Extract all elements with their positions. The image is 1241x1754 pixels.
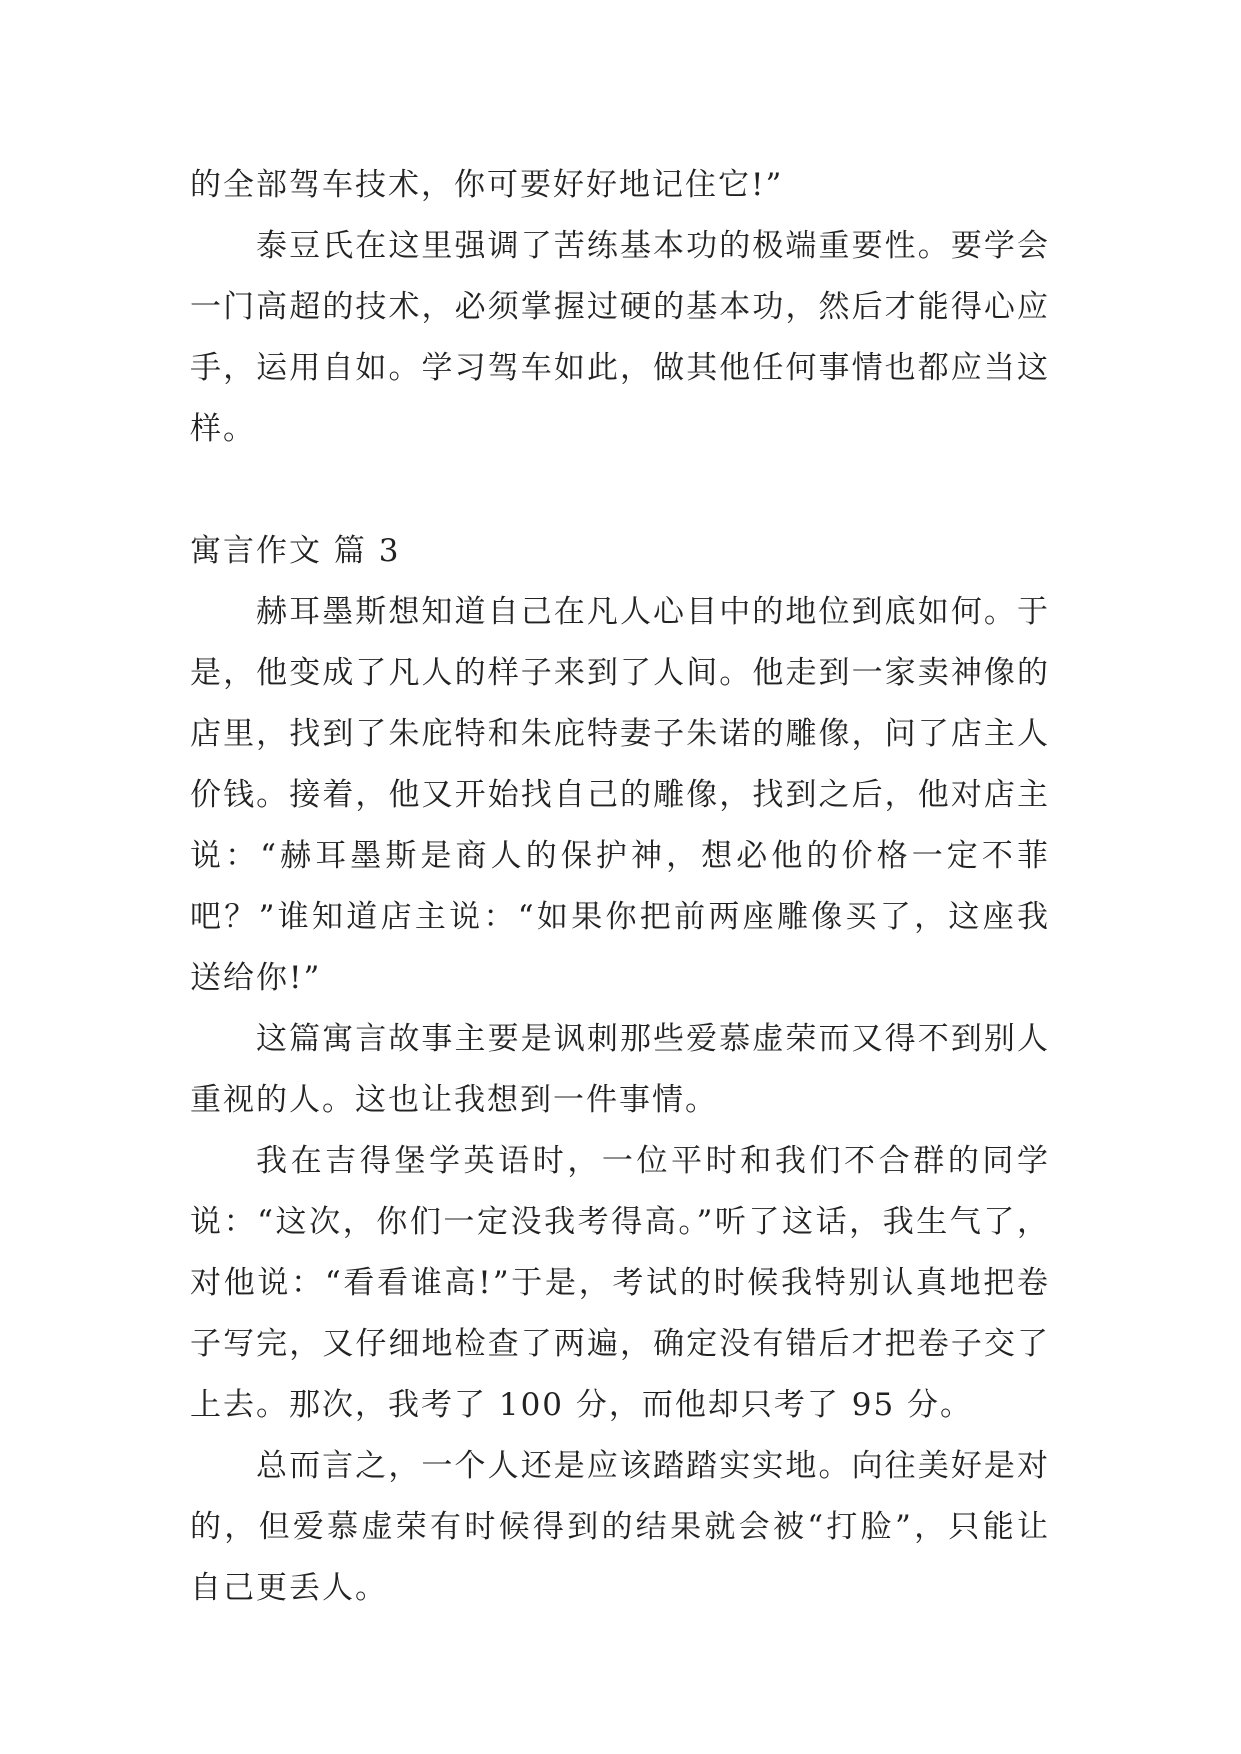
body-paragraph: 这篇寓言故事主要是讽刺那些爱慕虚荣而又得不到别人重视的人。这也让我想到一件事情。: [190, 1021, 1050, 1118]
section-heading: 寓言作文 篇 3: [190, 533, 401, 569]
body-paragraph: 赫耳墨斯想知道自己在凡人心目中的地位到底如何。于是，他变成了凡人的样子来到了人间。他走到一家卖神像的店里，找到了朱庇特和朱庇特妻子朱诺的雕像，问了店主人价钱。接着，他又开始找自己的雕像，找到之后，他对店主说：“赫耳墨斯是商人的保护神，想必他的价格一定不菲吧？”谁知道店主说：“如果你把前两座雕像买了，这座我送给你!”: [190, 594, 1050, 996]
body-paragraph: 泰豆氏在这里强调了苦练基本功的极端重要性。要学会一门高超的技术，必须掌握过硬的基本功，然后才能得心应手，运用自如。学习驾车如此，做其他任何事情也都应当这样。: [190, 228, 1050, 447]
body-paragraph: 我在吉得堡学英语时，一位平时和我们不合群的同学说：“这次，你们一定没我考得高。”听了这话，我生气了，对他说：“看看谁高!”于是，考试的时候我特别认真地把卷子写完，又仔细地检查了两遍，确定没有错后才把卷子交了上去。那次，我考了 100 分，而他却只考了 95 分。: [190, 1143, 1050, 1423]
body-paragraph: 总而言之，一个人还是应该踏踏实实地。向往美好是对的，但爱慕虚荣有时候得到的结果就会被“打脸”，只能让自己更丢人。: [190, 1448, 1050, 1606]
continuation-paragraph: 的全部驾车技术，你可要好好地记住它!”: [190, 167, 784, 203]
document-page: [190, 155, 1050, 1619]
